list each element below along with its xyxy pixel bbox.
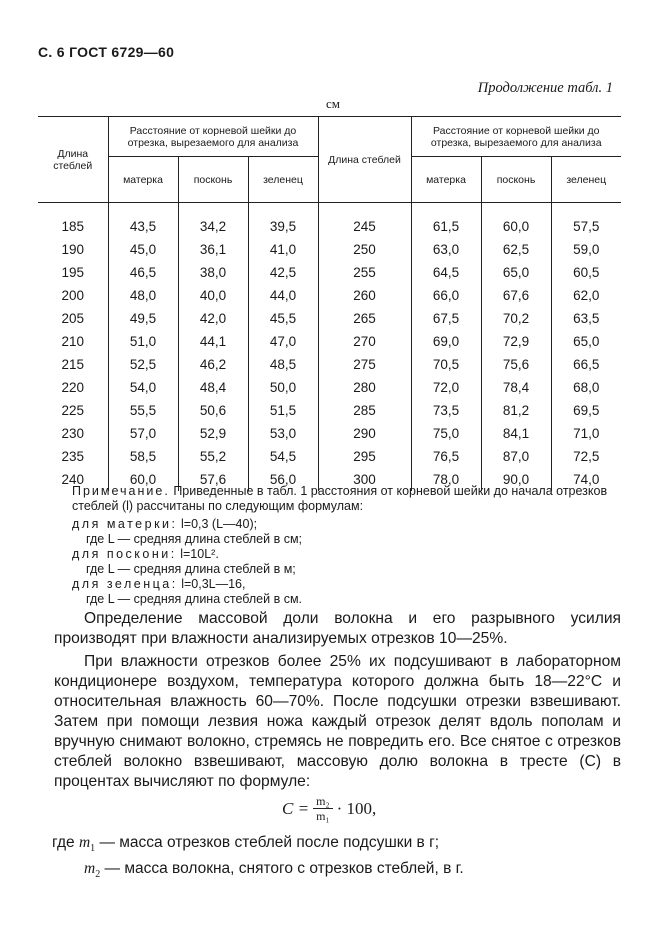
cell-distance: 56,0 bbox=[248, 468, 318, 491]
cell-distance: 55,5 bbox=[108, 399, 178, 422]
note-materka-formula: l=0,3 (L—40); bbox=[181, 517, 258, 531]
cell-distance: 48,4 bbox=[178, 376, 248, 399]
cell-distance: 67,6 bbox=[481, 284, 551, 307]
cell-length: 195 bbox=[61, 265, 85, 280]
legend-symbol: $m_1$ bbox=[78, 834, 96, 855]
cell-distance: 42,0 bbox=[178, 307, 248, 330]
cell-distance: 57,6 bbox=[178, 468, 248, 491]
cell-distance: 75,6 bbox=[481, 353, 551, 376]
paragraph-humidity: Определение массовой доли волокна и его разрывного усилия производят при влажности анализируемых отрезков 10—25%. bbox=[54, 610, 621, 647]
cell-distance: 70,5 bbox=[411, 353, 481, 376]
cell-distance: 66,5 bbox=[551, 353, 621, 376]
cell-distance: 51,5 bbox=[248, 399, 318, 422]
cell-distance: 57,0 bbox=[108, 422, 178, 445]
cell-distance: 76,5 bbox=[411, 445, 481, 468]
cell-distance: 72,0 bbox=[411, 376, 481, 399]
note-poskon-where: где L — средняя длина стеблей в м; bbox=[86, 562, 296, 576]
note-poskon-label: для поскони: bbox=[72, 547, 177, 561]
cell-distance: 45,0 bbox=[108, 238, 178, 261]
cell-distance: 63,5 bbox=[551, 307, 621, 330]
cell-distance: 78,0 bbox=[411, 468, 481, 491]
cell-distance: 65,0 bbox=[551, 330, 621, 353]
cell-length: 235 bbox=[61, 449, 85, 464]
cell-distance: 69,5 bbox=[551, 399, 621, 422]
cell-distance: 66,0 bbox=[411, 284, 481, 307]
legend-m1 bbox=[52, 834, 439, 854]
cell-distance: 60,5 bbox=[551, 261, 621, 284]
cell-distance: 60,0 bbox=[481, 203, 551, 239]
cell-distance: 55,2 bbox=[178, 445, 248, 468]
cell-distance: 57,5 bbox=[551, 203, 621, 239]
table-row bbox=[38, 261, 621, 284]
cell-length: 250 bbox=[318, 238, 411, 261]
cell-distance: 41,0 bbox=[248, 238, 318, 261]
cell-distance: 52,9 bbox=[178, 422, 248, 445]
table-row bbox=[38, 353, 621, 376]
table-unit: см bbox=[326, 96, 340, 111]
group-header-left: Расстояние от корневой шейки до отрезка, вырезаемого для анализа bbox=[108, 117, 318, 157]
cell-length: 300 bbox=[318, 468, 411, 491]
cell-distance: 48,0 bbox=[108, 284, 178, 307]
note-poskon-formula: l=10L². bbox=[180, 547, 219, 561]
cell-distance: 74,0 bbox=[551, 468, 621, 491]
cell-distance: 60,0 bbox=[108, 468, 178, 491]
cell-distance: 58,5 bbox=[108, 445, 178, 468]
paragraph-method: При влажности отрезков более 25% их подсушивают в лабораторном кондиционере воздухом, температура которого должна быть 18—22°С и относительная влажность 60—70%. После подсушки отрезки взвешивают. Затем при помощи лезвия ножа каждый отрезок делят вдоль пополам и вручную снимают волокно, стремясь не повредить его. Все снятое с отрезков стеблей волокно взвешивают, массовую долю волокна в тресте (С) в процентах вычисляют по формуле: bbox=[54, 653, 621, 790]
cell-distance: 36,1 bbox=[178, 238, 248, 261]
cell-distance: 87,0 bbox=[481, 445, 551, 468]
cell-distance: 84,1 bbox=[481, 422, 551, 445]
legend-text: — масса отрезков стеблей после подсушки в г; bbox=[99, 834, 440, 851]
cell-distance: 81,2 bbox=[481, 399, 551, 422]
cell-distance: 45,5 bbox=[248, 307, 318, 330]
cell-distance: 78,4 bbox=[481, 376, 551, 399]
cell-distance: 71,0 bbox=[551, 422, 621, 445]
cell-distance: 48,5 bbox=[248, 353, 318, 376]
table-row bbox=[38, 422, 621, 445]
cell-length: 285 bbox=[318, 399, 411, 422]
legend-symbol: $m_2$ bbox=[84, 860, 101, 881]
cell-distance: 68,0 bbox=[551, 376, 621, 399]
table-continuation-label: Продолжение табл. 1 bbox=[477, 80, 613, 96]
cell-length: 220 bbox=[61, 380, 85, 395]
cell-length: 230 bbox=[61, 426, 85, 441]
cell-distance: 44,1 bbox=[178, 330, 248, 353]
cell-distance: 42,5 bbox=[248, 261, 318, 284]
subcol-zelenets: зеленец bbox=[248, 157, 318, 203]
subcol-poskon: посконь bbox=[178, 157, 248, 203]
cell-distance: 49,5 bbox=[108, 307, 178, 330]
cell-distance: 54,5 bbox=[248, 445, 318, 468]
cell-distance: 52,5 bbox=[108, 353, 178, 376]
cell-distance: 51,0 bbox=[108, 330, 178, 353]
table-row bbox=[38, 238, 621, 261]
note-text: Приведенные в табл. 1 расстояния от корневой шейки до начала отрезков стеблей (l) рассчитаны по следующим формулам: bbox=[72, 484, 608, 513]
table-note bbox=[72, 484, 627, 607]
cell-length: 190 bbox=[61, 242, 85, 257]
cell-distance: 62,5 bbox=[481, 238, 551, 261]
table-row bbox=[38, 284, 621, 307]
cell-distance: 50,0 bbox=[248, 376, 318, 399]
cell-distance: 61,5 bbox=[411, 203, 481, 239]
cell-distance: 44,0 bbox=[248, 284, 318, 307]
formula-rhs: · 100, bbox=[336, 798, 377, 818]
cell-distance: 70,2 bbox=[481, 307, 551, 330]
cell-distance: 47,0 bbox=[248, 330, 318, 353]
note-materka-label: для матерки: bbox=[72, 517, 178, 531]
cell-distance: 69,0 bbox=[411, 330, 481, 353]
cell-distance: 65,0 bbox=[481, 261, 551, 284]
cell-distance: 67,5 bbox=[411, 307, 481, 330]
cell-distance: 63,0 bbox=[411, 238, 481, 261]
cell-length: 185 bbox=[61, 219, 85, 234]
cell-length: 270 bbox=[318, 330, 411, 353]
cell-distance: 72,9 bbox=[481, 330, 551, 353]
table-row bbox=[38, 399, 621, 422]
note-zelenets-label: для зеленца: bbox=[72, 577, 178, 591]
legend-prefix: где bbox=[52, 834, 75, 851]
cell-distance: 73,5 bbox=[411, 399, 481, 422]
col-length-left: Длина стеблей bbox=[38, 117, 108, 203]
cell-length: 280 bbox=[318, 376, 411, 399]
note-title: Примечание. bbox=[72, 484, 170, 498]
col-length-right: Длина стеблей bbox=[318, 117, 411, 203]
cell-distance: 75,0 bbox=[411, 422, 481, 445]
cell-length: 260 bbox=[318, 284, 411, 307]
cell-length: 225 bbox=[61, 403, 85, 418]
cell-distance: 90,0 bbox=[481, 468, 551, 491]
cell-length: 215 bbox=[61, 357, 85, 372]
legend-m2 bbox=[84, 860, 464, 880]
cell-length: 200 bbox=[61, 288, 85, 303]
cell-distance: 38,0 bbox=[178, 261, 248, 284]
cell-distance: 34,2 bbox=[178, 203, 248, 239]
cell-distance: 62,0 bbox=[551, 284, 621, 307]
cell-distance: 50,6 bbox=[178, 399, 248, 422]
cell-distance: 46,2 bbox=[178, 353, 248, 376]
subcol-zelenets: зеленец bbox=[551, 157, 621, 203]
formula-denominator: m₁ bbox=[316, 809, 330, 823]
note-zelenets-where: где L — средняя длина стеблей в см. bbox=[86, 592, 303, 606]
cell-length: 295 bbox=[318, 445, 411, 468]
note-materka-where: где L — средняя длина стеблей в см; bbox=[86, 532, 303, 546]
cell-distance: 59,0 bbox=[551, 238, 621, 261]
fiber-formula bbox=[282, 794, 376, 823]
table-row bbox=[38, 330, 621, 353]
cell-length: 275 bbox=[318, 353, 411, 376]
cell-length: 255 bbox=[318, 261, 411, 284]
cell-length: 210 bbox=[61, 334, 85, 349]
cell-distance: 46,5 bbox=[108, 261, 178, 284]
subcol-materka: матерка bbox=[108, 157, 178, 203]
cell-length: 245 bbox=[318, 203, 411, 239]
formula-fraction bbox=[313, 794, 333, 823]
formula-lhs: С = bbox=[282, 798, 310, 818]
formula-numerator: m₂ bbox=[313, 794, 333, 809]
subcol-materka: матерка bbox=[411, 157, 481, 203]
table-row bbox=[38, 203, 621, 239]
cell-distance: 40,0 bbox=[178, 284, 248, 307]
table-row bbox=[38, 445, 621, 468]
group-header-right: Расстояние от корневой шейки до отрезка, вырезаемого для анализа bbox=[411, 117, 621, 157]
cell-distance: 54,0 bbox=[108, 376, 178, 399]
cell-length: 205 bbox=[61, 311, 85, 326]
legend-text: — масса волокна, снятого с отрезков стеблей, в г. bbox=[104, 860, 464, 877]
table-row bbox=[38, 307, 621, 330]
cell-distance: 43,5 bbox=[108, 203, 178, 239]
page-header: С. 6 ГОСТ 6729—60 bbox=[38, 44, 175, 60]
cell-length: 265 bbox=[318, 307, 411, 330]
cell-length: 290 bbox=[318, 422, 411, 445]
cell-distance: 53,0 bbox=[248, 422, 318, 445]
subcol-poskon: посконь bbox=[481, 157, 551, 203]
cell-distance: 64,5 bbox=[411, 261, 481, 284]
cell-distance: 39,5 bbox=[248, 203, 318, 239]
cell-length: 240 bbox=[61, 472, 85, 487]
note-zelenets-formula: l=0,3L—16, bbox=[181, 577, 246, 591]
cell-distance: 72,5 bbox=[551, 445, 621, 468]
table-row bbox=[38, 376, 621, 399]
distance-table bbox=[38, 116, 621, 491]
